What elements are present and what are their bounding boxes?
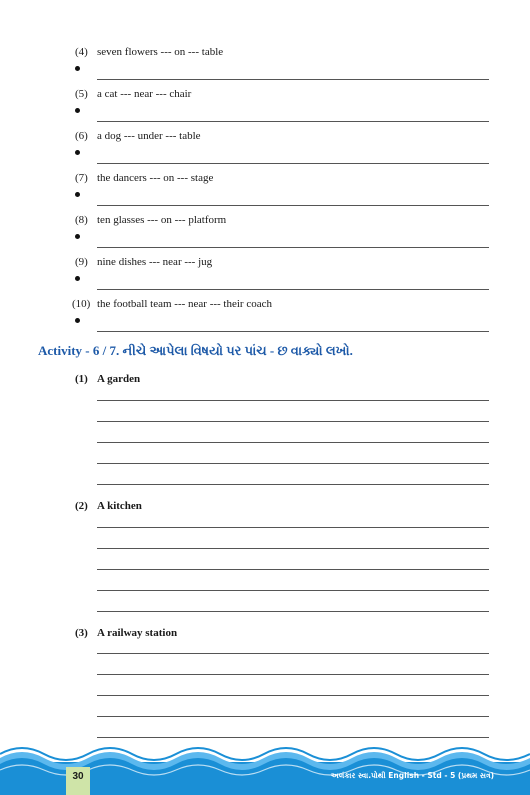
exercise-item xyxy=(0,130,530,172)
writing-line xyxy=(97,463,489,464)
topic-title: A kitchen xyxy=(97,500,142,512)
exercise-number: (7) xyxy=(75,172,88,184)
writing-line xyxy=(97,527,489,528)
answer-line xyxy=(97,79,489,80)
bullet-icon xyxy=(75,234,80,239)
bullet-icon xyxy=(75,318,80,323)
bullet-icon xyxy=(75,192,80,197)
answer-line xyxy=(97,163,489,164)
exercise-item xyxy=(0,172,530,214)
exercise-number: (8) xyxy=(75,214,88,226)
writing-line xyxy=(97,400,489,401)
exercise-item xyxy=(0,256,530,298)
topic-title: A garden xyxy=(97,373,141,385)
writing-line xyxy=(97,548,489,549)
exercise-prompt: seven flowers --- on --- table xyxy=(97,46,224,58)
exercise-prompt: a dog --- under --- table xyxy=(97,130,201,142)
writing-line xyxy=(97,484,489,485)
answer-line xyxy=(97,121,489,122)
exercise-prompt: the dancers --- on --- stage xyxy=(97,172,214,184)
exercise-prompt: a cat --- near --- chair xyxy=(97,88,192,100)
topic-number: (2) xyxy=(75,500,88,512)
book-title: અલંકાર સ્વા.પોથી English - Std - 5 (પ્રથમ સત્ર) xyxy=(330,771,494,780)
exercise-number: (6) xyxy=(75,130,88,142)
answer-line xyxy=(97,331,489,332)
writing-line xyxy=(97,674,489,675)
writing-line xyxy=(97,695,489,696)
exercise-item xyxy=(0,298,530,340)
topic-number: (1) xyxy=(75,373,88,385)
writing-line xyxy=(97,421,489,422)
writing-line xyxy=(97,653,489,654)
exercise-prompt: ten glasses --- on --- platform xyxy=(97,214,227,226)
exercise-item xyxy=(0,214,530,256)
bullet-icon xyxy=(75,66,80,71)
writing-line xyxy=(97,442,489,443)
activity-heading: Activity - 6 / 7. નીચે આપેલા વિષયો પર પાંચ - છ વાક્યો લખો. xyxy=(38,343,353,358)
writing-line xyxy=(97,611,489,612)
answer-line xyxy=(97,205,489,206)
writing-line xyxy=(97,569,489,570)
topic-number: (3) xyxy=(75,627,88,639)
exercise-number: (9) xyxy=(75,256,88,268)
writing-line xyxy=(97,716,489,717)
exercise-prompt: nine dishes --- near --- jug xyxy=(97,256,213,268)
bullet-icon xyxy=(75,276,80,281)
exercise-item xyxy=(0,88,530,130)
bullet-icon xyxy=(75,108,80,113)
answer-line xyxy=(97,247,489,248)
exercise-number: (4) xyxy=(75,46,88,58)
bullet-icon xyxy=(75,150,80,155)
writing-line xyxy=(97,590,489,591)
exercise-item xyxy=(0,46,530,88)
writing-line xyxy=(97,737,489,738)
topic-title: A railway station xyxy=(97,627,178,639)
page-number: 30 xyxy=(66,767,90,795)
answer-line xyxy=(97,289,489,290)
exercise-number: (10) xyxy=(72,298,91,310)
exercise-number: (5) xyxy=(75,88,88,100)
exercise-prompt: the football team --- near --- their coach xyxy=(97,298,272,310)
